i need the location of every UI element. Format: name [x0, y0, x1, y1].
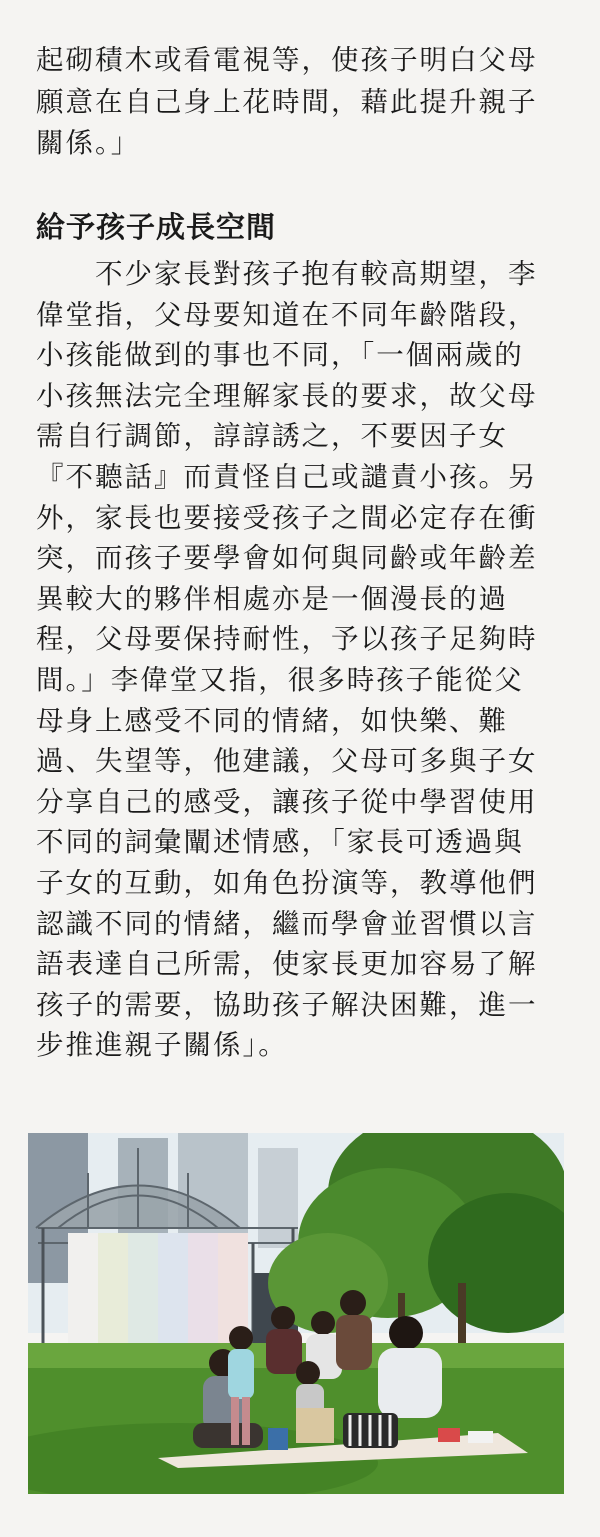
text-line: 小孩能做到的事也不同，「一個兩歲的	[36, 339, 524, 372]
text-line: 分享自己的感受，讓孩子從中學習使用	[36, 785, 538, 818]
text-line: 認識不同的情緒，繼而學會並習慣以言	[36, 907, 538, 940]
text-line: 偉堂指，父母要知道在不同年齡階段，	[36, 298, 538, 331]
text-line: 孩子的需要，協助孩子解決困難，進一	[36, 988, 538, 1021]
text-line: 間。」李偉堂又指，很多時孩子能從父	[36, 663, 524, 696]
text-line: 小孩無法完全理解家長的要求，故父母	[36, 379, 538, 412]
body-paragraph	[36, 254, 576, 1066]
text-line: 外，家長也要接受孩子之間必定存在衝	[36, 501, 538, 534]
text-line: 異較大的夥伴相處亦是一個漫長的過	[36, 582, 508, 615]
text-line: 程，父母要保持耐性，予以孩子足夠時	[36, 623, 538, 656]
text-line: 願意在自己身上花時間，藉此提升親子	[36, 85, 538, 118]
text-line: 子女的互動，如角色扮演等，教導他們	[36, 866, 538, 899]
text-line: 關係。」	[36, 127, 141, 159]
text-line: 需自行調節，諄諄誘之，不要因子女	[36, 420, 508, 453]
text-line: 步推進親子關係」。	[36, 1029, 288, 1062]
text-line: 突，而孩子要學會如何與同齡或年齡差	[36, 542, 538, 575]
family-picnic-photo	[28, 1133, 564, 1494]
text-line: 母身上感受不同的情緒，如快樂、難	[36, 704, 508, 737]
text-line: 不少家長對孩子抱有較高期望，李	[36, 258, 538, 290]
text-line: 『不聽話』而責怪自己或譴責小孩。另	[36, 460, 538, 493]
text-line: 語表達自己所需，使家長更加容易了解	[36, 948, 538, 981]
text-line: 過、失望等，他建議，父母可多與子女	[36, 745, 538, 778]
section-heading: 給予孩子成長空間	[36, 210, 277, 244]
text-line: 起砌積木或看電視等，使孩子明白父母	[36, 44, 538, 76]
intro-paragraph	[36, 40, 576, 165]
text-line: 不同的詞彙闡述情感，「家長可透過與	[36, 826, 524, 859]
